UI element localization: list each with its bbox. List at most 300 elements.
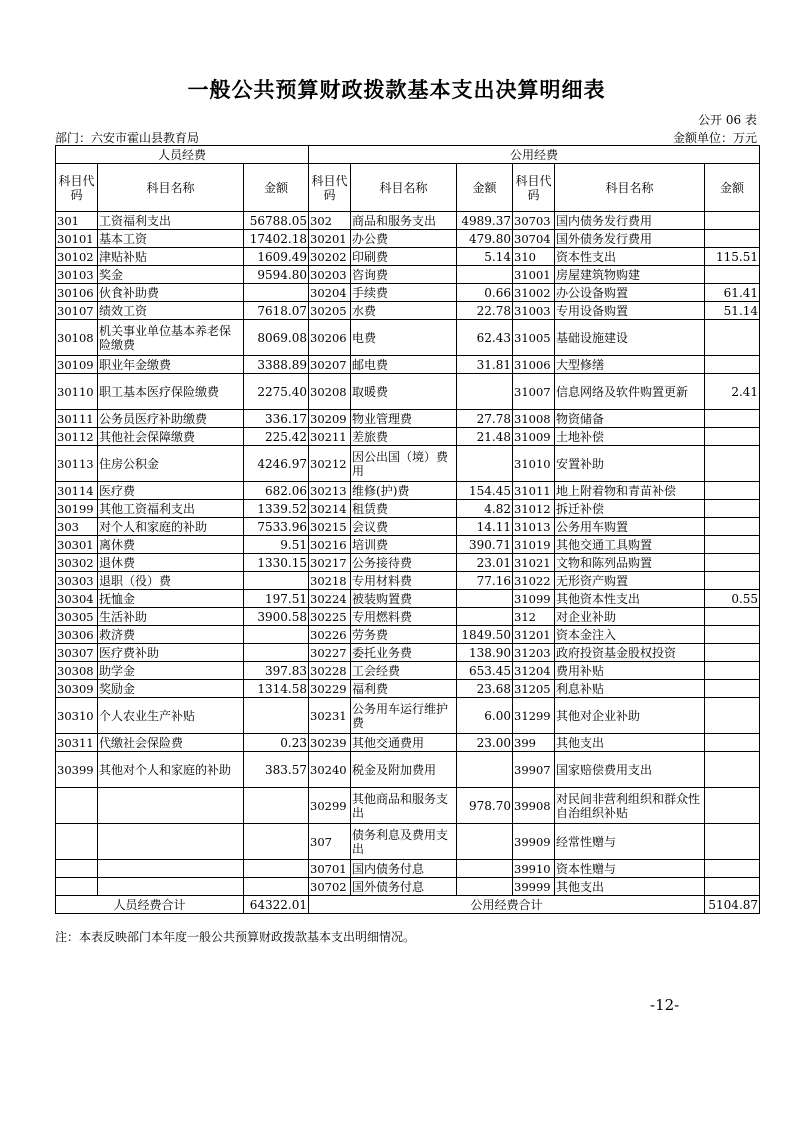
cell-amount [457, 752, 513, 788]
cell-name: 机关事业单位基本养老保险缴费 [98, 320, 244, 356]
cell-code: 30206 [309, 320, 351, 356]
cell-code: 307 [309, 824, 351, 860]
cell-amount [705, 500, 760, 518]
cell-code: 31019 [513, 536, 555, 554]
cell-amount: 23.01 [457, 554, 513, 572]
cell-amount: 7533.96 [244, 518, 309, 536]
personnel-total-label: 人员经费合计 [56, 896, 244, 914]
cell-code: 30101 [56, 230, 98, 248]
cell-code: 30205 [309, 302, 351, 320]
cell-name: 其他支出 [555, 878, 705, 896]
department-label: 部门：六安市霍山县教育局 [55, 131, 200, 145]
cell-amount [244, 626, 309, 644]
cell-code: 30109 [56, 356, 98, 374]
cell-amount: 383.57 [244, 752, 309, 788]
cell-amount: 2275.40 [244, 374, 309, 410]
cell-amount: 225.42 [244, 428, 309, 446]
cell-name: 其他对个人和家庭的补助 [98, 752, 244, 788]
cell-amount: 8069.08 [244, 320, 309, 356]
cell-name: 其他资本性支出 [555, 590, 705, 608]
cell-amount [705, 410, 760, 428]
cell-name: 无形资产购置 [555, 572, 705, 590]
cell-name: 专用设备购置 [555, 302, 705, 320]
cell-code: 30102 [56, 248, 98, 266]
cell-code: 30202 [309, 248, 351, 266]
cell-name: 邮电费 [351, 356, 457, 374]
cell-code: 31099 [513, 590, 555, 608]
table-row [56, 752, 760, 788]
cell-code: 30217 [309, 554, 351, 572]
cell-amount: 0.55 [705, 590, 760, 608]
cell-code: 30226 [309, 626, 351, 644]
cell-amount [705, 320, 760, 356]
cell-code: 31203 [513, 644, 555, 662]
cell-code: 30199 [56, 500, 98, 518]
cell-code: 31021 [513, 554, 555, 572]
cell-amount: 3388.89 [244, 356, 309, 374]
cell-code: 30201 [309, 230, 351, 248]
cell-name: 其他社会保障缴费 [98, 428, 244, 446]
table-row [56, 302, 760, 320]
cell-code: 31009 [513, 428, 555, 446]
cell-name [98, 824, 244, 860]
cell-name: 租赁费 [351, 500, 457, 518]
cell-code: 30301 [56, 536, 98, 554]
cell-name: 拆迁补偿 [555, 500, 705, 518]
cell-amount: 23.00 [457, 734, 513, 752]
cell-amount: 62.43 [457, 320, 513, 356]
cell-code: 39908 [513, 788, 555, 824]
cell-amount: 31.81 [457, 356, 513, 374]
cell-code: 30306 [56, 626, 98, 644]
cell-code: 39907 [513, 752, 555, 788]
cell-name: 其他商品和服务支出 [351, 788, 457, 824]
cell-name: 其他对企业补助 [555, 698, 705, 734]
group-header-row [56, 146, 760, 164]
cell-amount [705, 554, 760, 572]
cell-code: 30209 [309, 410, 351, 428]
cell-code: 303 [56, 518, 98, 536]
cell-amount: 336.17 [244, 410, 309, 428]
cell-code: 30239 [309, 734, 351, 752]
cell-name: 奖金 [98, 266, 244, 284]
cell-amount: 1339.52 [244, 500, 309, 518]
cell-code: 30204 [309, 284, 351, 302]
table-row [56, 428, 760, 446]
cell-amount [244, 698, 309, 734]
cell-name: 专用燃料费 [351, 608, 457, 626]
cell-code: 30215 [309, 518, 351, 536]
cell-code: 30112 [56, 428, 98, 446]
cell-amount [457, 860, 513, 878]
cell-code: 30311 [56, 734, 98, 752]
cell-code: 31006 [513, 356, 555, 374]
cell-code: 30399 [56, 752, 98, 788]
cell-name: 生活补助 [98, 608, 244, 626]
cell-code: 30213 [309, 482, 351, 500]
table-row [56, 284, 760, 302]
table-row [56, 644, 760, 662]
cell-code: 30225 [309, 608, 351, 626]
cell-code: 312 [513, 608, 555, 626]
cell-amount [705, 518, 760, 536]
table-row [56, 590, 760, 608]
form-number: 公开 06 表 [698, 113, 757, 127]
cell-name: 退职（役）费 [98, 572, 244, 590]
cell-code: 31005 [513, 320, 555, 356]
cell-code: 399 [513, 734, 555, 752]
cell-code: 30224 [309, 590, 351, 608]
table-row [56, 608, 760, 626]
cell-amount [705, 536, 760, 554]
cell-name: 咨询费 [351, 266, 457, 284]
cell-code: 30702 [309, 878, 351, 896]
cell-name: 手续费 [351, 284, 457, 302]
cell-code: 31201 [513, 626, 555, 644]
col-header-name: 科目名称 [351, 164, 457, 212]
cell-name: 其他交通费用 [351, 734, 457, 752]
cell-name: 费用补贴 [555, 662, 705, 680]
cell-code: 30310 [56, 698, 98, 734]
personnel-total-amount: 64322.01 [244, 896, 309, 914]
cell-code: 31010 [513, 446, 555, 482]
table-row [56, 500, 760, 518]
table-row [56, 626, 760, 644]
col-header-code: 科目代码 [56, 164, 98, 212]
cell-name [98, 878, 244, 896]
cell-code: 30303 [56, 572, 98, 590]
col-header-name: 科目名称 [98, 164, 244, 212]
cell-code: 30114 [56, 482, 98, 500]
cell-amount [457, 824, 513, 860]
cell-amount: 4989.37 [457, 212, 513, 230]
cell-name: 国外债务付息 [351, 878, 457, 896]
cell-name: 债务利息及费用支出 [351, 824, 457, 860]
cell-name: 抚恤金 [98, 590, 244, 608]
cell-name: 工会经费 [351, 662, 457, 680]
cell-code: 30228 [309, 662, 351, 680]
cell-name: 基本工资 [98, 230, 244, 248]
cell-name: 商品和服务支出 [351, 212, 457, 230]
cell-amount [705, 644, 760, 662]
table-row [56, 248, 760, 266]
cell-name: 工资福利支出 [98, 212, 244, 230]
cell-code [56, 860, 98, 878]
cell-amount [457, 374, 513, 410]
cell-code: 302 [309, 212, 351, 230]
cell-amount [705, 212, 760, 230]
cell-amount [705, 752, 760, 788]
cell-name: 印刷费 [351, 248, 457, 266]
cell-name: 伙食补助费 [98, 284, 244, 302]
cell-amount [244, 572, 309, 590]
col-header-name: 科目名称 [555, 164, 705, 212]
cell-code: 30203 [309, 266, 351, 284]
cell-amount [457, 608, 513, 626]
table-row [56, 356, 760, 374]
cell-code: 30216 [309, 536, 351, 554]
cell-amount: 0.66 [457, 284, 513, 302]
col-header-amount: 金额 [244, 164, 309, 212]
cell-name: 其他支出 [555, 734, 705, 752]
table-row [56, 734, 760, 752]
page-title: 一般公共预算财政拨款基本支出决算明细表 [187, 78, 606, 102]
cell-amount: 9594.80 [244, 266, 309, 284]
cell-name: 助学金 [98, 662, 244, 680]
cell-name: 奖励金 [98, 680, 244, 698]
cell-code: 31011 [513, 482, 555, 500]
cell-name: 资本性支出 [555, 248, 705, 266]
col-header-code: 科目代码 [513, 164, 555, 212]
cell-name: 会议费 [351, 518, 457, 536]
table-row [56, 662, 760, 680]
table-row [56, 824, 760, 860]
cell-name: 对企业补助 [555, 608, 705, 626]
cell-name: 退休费 [98, 554, 244, 572]
cell-amount [457, 878, 513, 896]
cell-amount [705, 572, 760, 590]
cell-code: 31002 [513, 284, 555, 302]
cell-amount [244, 860, 309, 878]
table-row [56, 230, 760, 248]
cell-code: 30703 [513, 212, 555, 230]
table-row [56, 446, 760, 482]
cell-name: 利息补贴 [555, 680, 705, 698]
cell-code: 30704 [513, 230, 555, 248]
cell-code: 31013 [513, 518, 555, 536]
cell-code [56, 788, 98, 824]
table-row [56, 860, 760, 878]
cell-code: 31205 [513, 680, 555, 698]
table-row [56, 320, 760, 356]
cell-name: 救济费 [98, 626, 244, 644]
cell-amount [457, 590, 513, 608]
cell-code: 30231 [309, 698, 351, 734]
cell-name: 资本性赠与 [555, 860, 705, 878]
cell-name: 经常性赠与 [555, 824, 705, 860]
cell-amount [705, 266, 760, 284]
table-row [56, 536, 760, 554]
cell-amount: 27.78 [457, 410, 513, 428]
col-header-code: 科目代码 [309, 164, 351, 212]
cell-name: 物资储备 [555, 410, 705, 428]
cell-name: 地上附着物和青苗补偿 [555, 482, 705, 500]
cell-amount [244, 644, 309, 662]
cell-code: 31012 [513, 500, 555, 518]
cell-amount [705, 860, 760, 878]
table-row [56, 788, 760, 824]
cell-amount [244, 788, 309, 824]
cell-amount [705, 824, 760, 860]
cell-amount: 479.80 [457, 230, 513, 248]
cell-name: 对个人和家庭的补助 [98, 518, 244, 536]
cell-code: 31007 [513, 374, 555, 410]
cell-name: 其他交通工具购置 [555, 536, 705, 554]
cell-code: 30113 [56, 446, 98, 482]
cell-code: 39909 [513, 824, 555, 860]
personnel-group-header: 人员经费 [56, 146, 309, 164]
cell-code: 39910 [513, 860, 555, 878]
cell-code: 30110 [56, 374, 98, 410]
cell-amount: 56788.05 [244, 212, 309, 230]
cell-amount [244, 878, 309, 896]
cell-amount: 21.48 [457, 428, 513, 446]
cell-name: 公务员医疗补助缴费 [98, 410, 244, 428]
cell-code: 30227 [309, 644, 351, 662]
cell-name: 房屋建筑物购建 [555, 266, 705, 284]
cell-amount: 4.82 [457, 500, 513, 518]
table-note: 注：本表反映部门本年度一般公共预算财政拨款基本支出明细情况。 [55, 930, 416, 944]
cell-name: 个人农业生产补贴 [98, 698, 244, 734]
cell-name: 津贴补贴 [98, 248, 244, 266]
table-row [56, 554, 760, 572]
cell-amount: 23.68 [457, 680, 513, 698]
cell-amount: 3900.58 [244, 608, 309, 626]
cell-code: 30302 [56, 554, 98, 572]
cell-name: 国内债务付息 [351, 860, 457, 878]
cell-amount [705, 482, 760, 500]
cell-name: 安置补助 [555, 446, 705, 482]
cell-code: 30107 [56, 302, 98, 320]
cell-amount: 2.41 [705, 374, 760, 410]
cell-amount: 1609.49 [244, 248, 309, 266]
cell-amount [457, 266, 513, 284]
cell-code [56, 878, 98, 896]
cell-name: 大型修缮 [555, 356, 705, 374]
cell-name: 国外债务发行费用 [555, 230, 705, 248]
cell-amount [705, 680, 760, 698]
cell-amount: 5.14 [457, 248, 513, 266]
cell-name: 维修(护)费 [351, 482, 457, 500]
cell-amount: 978.70 [457, 788, 513, 824]
cell-amount: 1314.58 [244, 680, 309, 698]
cell-amount [705, 878, 760, 896]
table-row [56, 572, 760, 590]
cell-amount [705, 788, 760, 824]
cell-amount: 115.51 [705, 248, 760, 266]
cell-amount: 51.14 [705, 302, 760, 320]
cell-name: 资本金注入 [555, 626, 705, 644]
cell-code [56, 824, 98, 860]
cell-name [98, 860, 244, 878]
cell-amount: 17402.18 [244, 230, 309, 248]
table-row [56, 374, 760, 410]
cell-name: 差旅费 [351, 428, 457, 446]
cell-amount [705, 356, 760, 374]
cell-amount [705, 230, 760, 248]
cell-name: 绩效工资 [98, 302, 244, 320]
cell-amount: 682.06 [244, 482, 309, 500]
cell-name: 离休费 [98, 536, 244, 554]
cell-amount: 4246.97 [244, 446, 309, 482]
cell-code: 30307 [56, 644, 98, 662]
cell-code: 30103 [56, 266, 98, 284]
public-group-header: 公用经费 [309, 146, 760, 164]
table-body [56, 146, 760, 896]
cell-amount [705, 734, 760, 752]
cell-code: 30108 [56, 320, 98, 356]
cell-code: 30211 [309, 428, 351, 446]
cell-name: 委托业务费 [351, 644, 457, 662]
cell-code: 31001 [513, 266, 555, 284]
cell-code: 30111 [56, 410, 98, 428]
cell-amount [705, 428, 760, 446]
cell-name: 水费 [351, 302, 457, 320]
public-total-label: 公用经费合计 [309, 896, 705, 914]
cell-name: 职业年金缴费 [98, 356, 244, 374]
cell-name: 文物和陈列品购置 [555, 554, 705, 572]
cell-amount: 154.45 [457, 482, 513, 500]
cell-name: 培训费 [351, 536, 457, 554]
cell-amount: 653.45 [457, 662, 513, 680]
cell-code: 30214 [309, 500, 351, 518]
cell-amount: 1330.15 [244, 554, 309, 572]
cell-amount: 9.51 [244, 536, 309, 554]
cell-amount: 197.51 [244, 590, 309, 608]
cell-name: 政府投资基金股权投资 [555, 644, 705, 662]
cell-amount: 0.23 [244, 734, 309, 752]
cell-code: 310 [513, 248, 555, 266]
cell-amount [705, 626, 760, 644]
column-header-row [56, 164, 760, 212]
cell-code: 31008 [513, 410, 555, 428]
cell-amount [244, 284, 309, 302]
cell-code: 31299 [513, 698, 555, 734]
table-row [56, 266, 760, 284]
cell-code: 30304 [56, 590, 98, 608]
cell-code: 30229 [309, 680, 351, 698]
cell-code: 30207 [309, 356, 351, 374]
cell-name: 其他工资福利支出 [98, 500, 244, 518]
cell-name: 公务用车购置 [555, 518, 705, 536]
cell-code: 301 [56, 212, 98, 230]
cell-name: 医疗费 [98, 482, 244, 500]
expenditure-table [55, 145, 760, 914]
cell-code: 30309 [56, 680, 98, 698]
cell-name: 信息网络及软件购置更新 [555, 374, 705, 410]
cell-amount: 77.16 [457, 572, 513, 590]
cell-name: 公务接待费 [351, 554, 457, 572]
table-row [56, 518, 760, 536]
cell-name: 电费 [351, 320, 457, 356]
cell-name: 国家赔偿费用支出 [555, 752, 705, 788]
cell-name: 基础设施建设 [555, 320, 705, 356]
cell-amount: 390.71 [457, 536, 513, 554]
cell-name: 税金及附加费用 [351, 752, 457, 788]
cell-code: 39999 [513, 878, 555, 896]
cell-amount [244, 824, 309, 860]
cell-name: 福利费 [351, 680, 457, 698]
cell-name: 办公设备购置 [555, 284, 705, 302]
cell-code: 31204 [513, 662, 555, 680]
cell-code: 30305 [56, 608, 98, 626]
table-row [56, 680, 760, 698]
cell-code: 30212 [309, 446, 351, 482]
cell-amount [705, 662, 760, 680]
cell-name: 办公费 [351, 230, 457, 248]
cell-code: 30308 [56, 662, 98, 680]
cell-amount: 14.11 [457, 518, 513, 536]
cell-amount [705, 698, 760, 734]
col-header-amount: 金额 [705, 164, 760, 212]
cell-amount [705, 608, 760, 626]
col-header-amount: 金额 [457, 164, 513, 212]
cell-amount: 22.78 [457, 302, 513, 320]
cell-name: 住房公积金 [98, 446, 244, 482]
unit-label: 金额单位：万元 [672, 131, 757, 145]
cell-name: 因公出国（境）费用 [351, 446, 457, 482]
cell-amount: 7618.07 [244, 302, 309, 320]
